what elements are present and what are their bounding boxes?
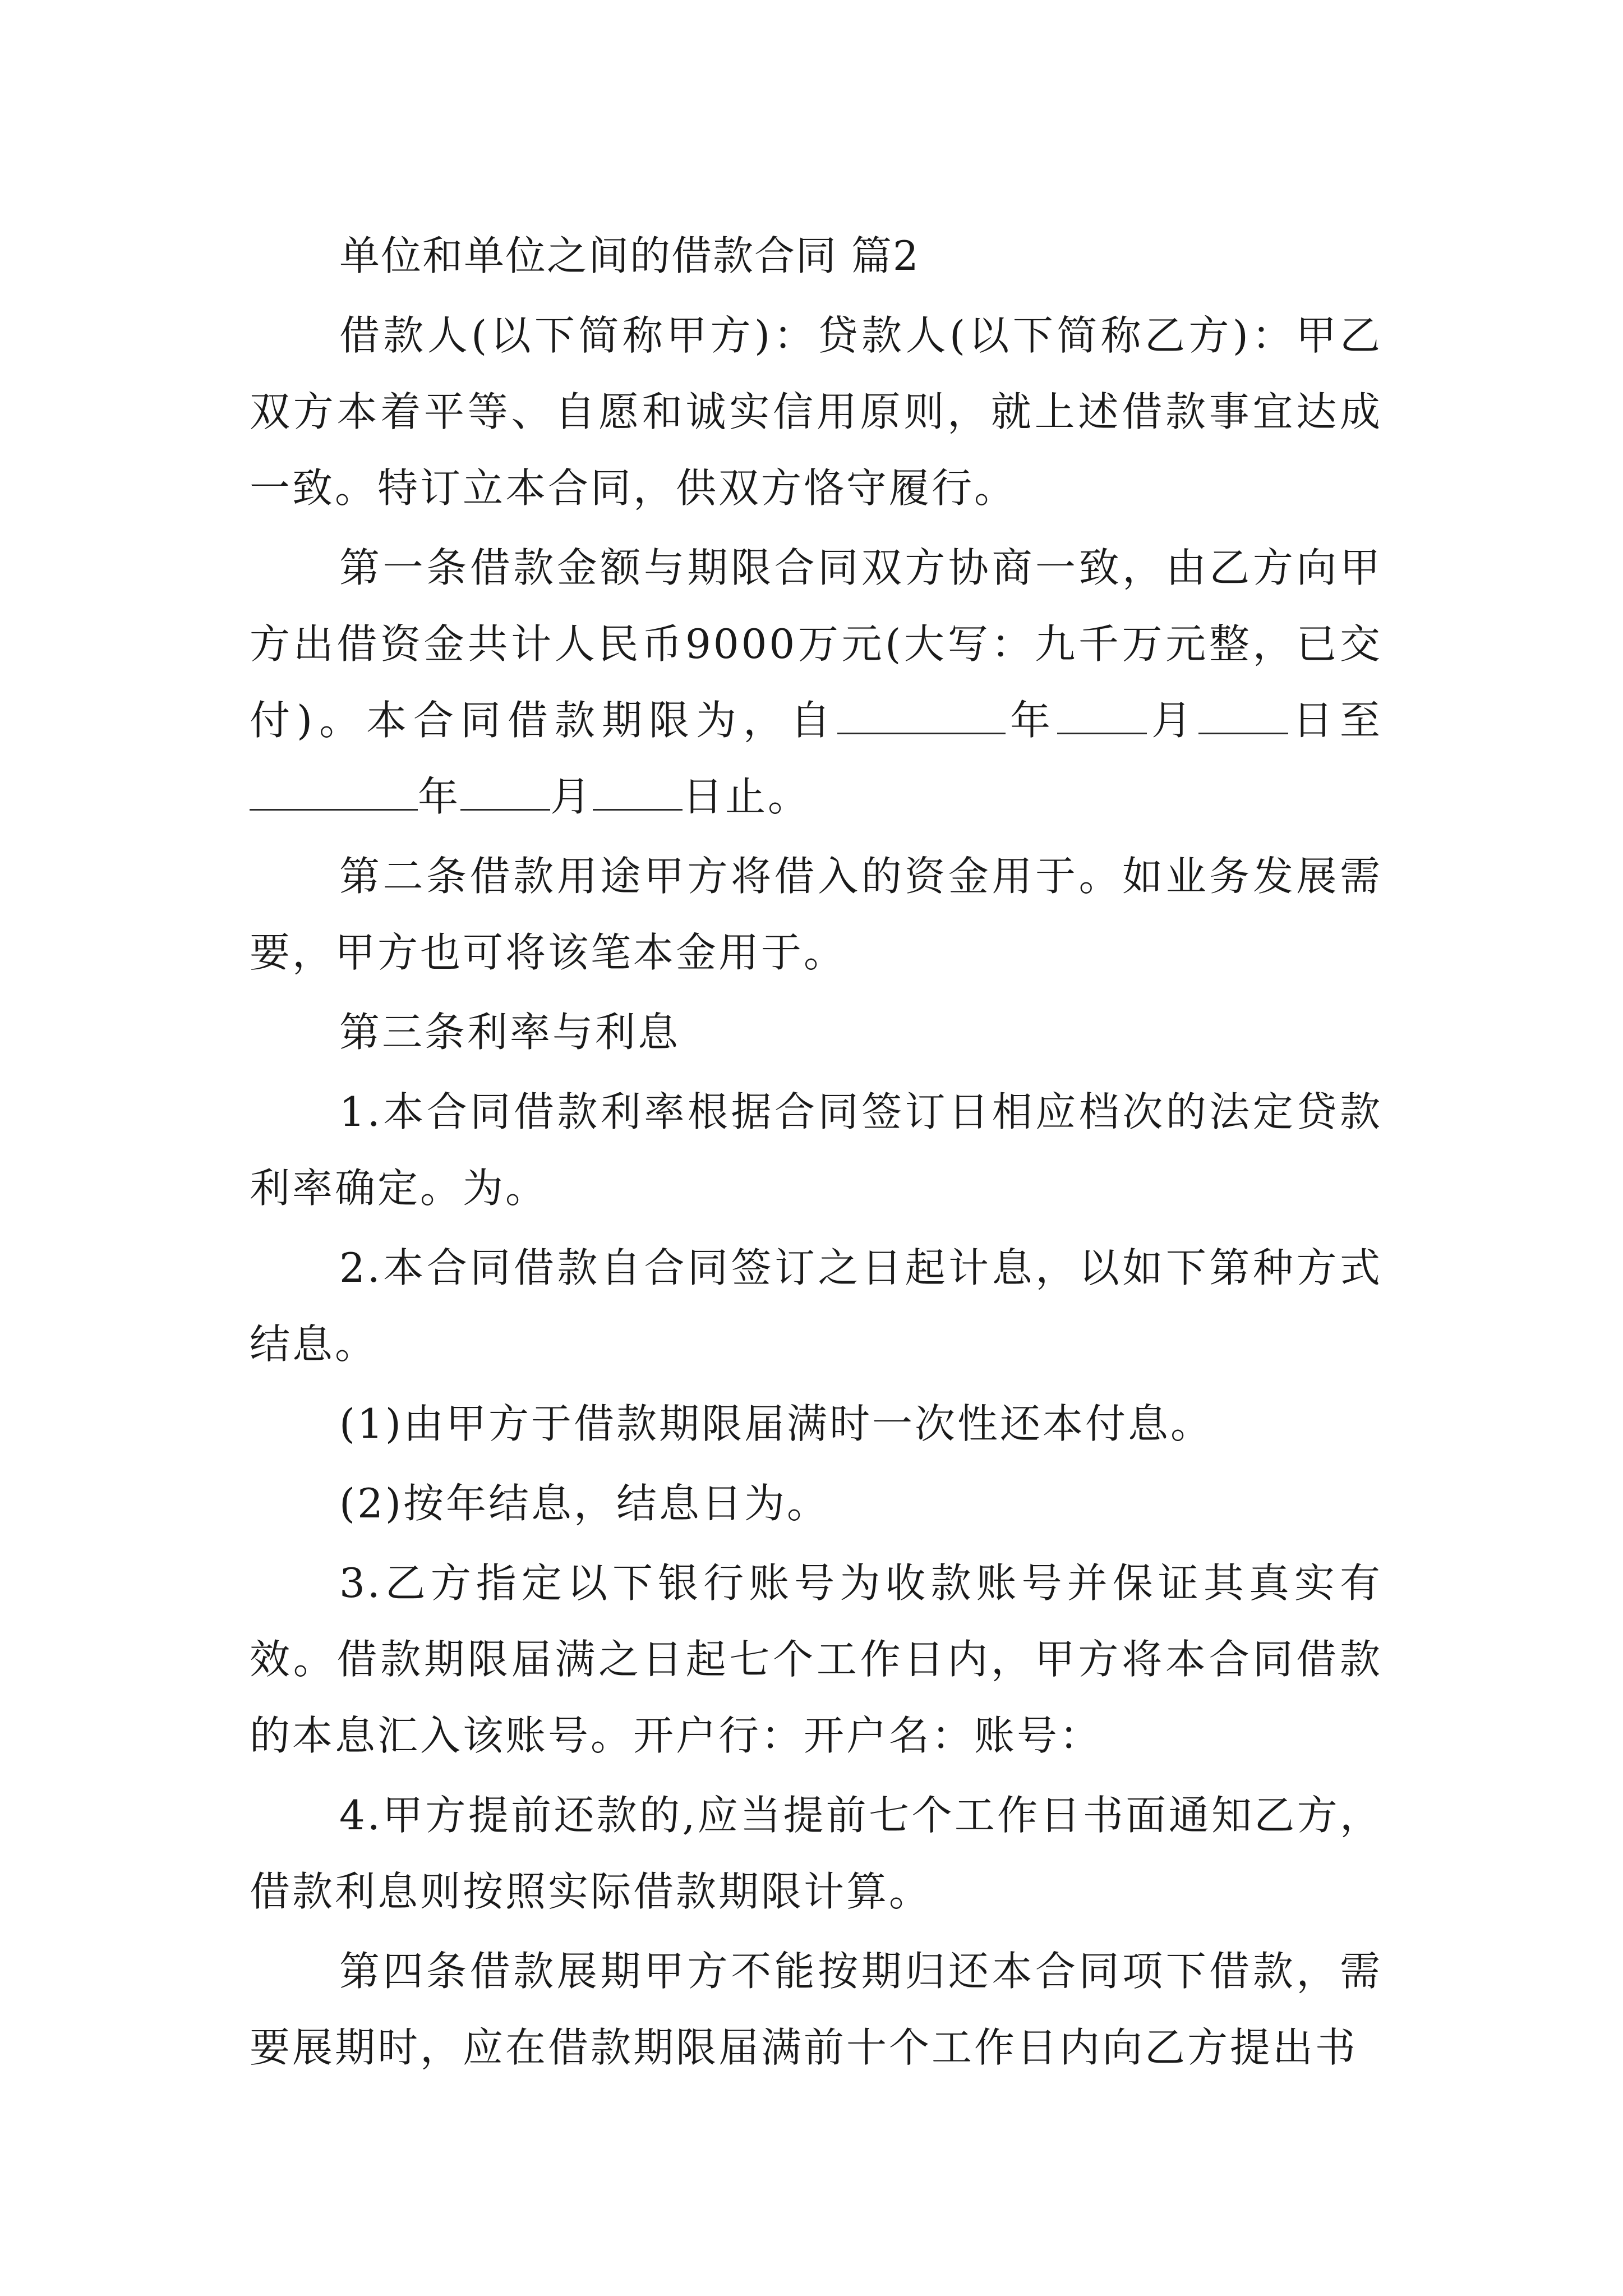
paragraph-clause-3-1: 1.本合同借款利率根据合同签订日相应档次的法定贷款利率确定。为。	[250, 1088, 1382, 1212]
paragraph-article-2: 第二条借款用途甲方将借入的资金用于。如业务发展需要，甲方也可将该笔本金用于。	[250, 853, 1382, 976]
paragraph-clause-3-2: 2.本合同借款自合同签订之日起计息，以如下第种方式结息。	[250, 1244, 1382, 1368]
blank-start-day	[1198, 699, 1288, 734]
paragraph-parties: 借款人(以下简称甲方)：贷款人(以下简称乙方)：甲乙双方本着平等、自愿和诚实信用原则，就上述借款事宜达成一致。特订立本合同，供双方恪守履行。	[250, 312, 1382, 512]
paragraph-clause-3-3: 3.乙方指定以下银行账号为收款账号并保证其真实有效。借款期限届满之日起七个工作日内，甲方将本合同借款的本息汇入该账号。开户行：开户名：账号：	[250, 1559, 1382, 1759]
label-year: 年	[1006, 697, 1057, 744]
label-month: 月	[1147, 697, 1198, 744]
label-year-2: 年	[418, 773, 461, 820]
label-day-to: 日至	[1288, 697, 1382, 744]
document-body	[250, 218, 1382, 2089]
label-month-2: 月	[550, 773, 593, 820]
paragraph-article-1	[250, 530, 1382, 835]
paragraph-article-3-heading: 第三条利率与利息	[339, 1009, 681, 1056]
paragraph-clause-3-4: 4.甲方提前还款的,应当提前七个工作日书面通知乙方，借款利息则按照实际借款期限计算。	[250, 1792, 1382, 1915]
blank-start-month	[1057, 699, 1147, 734]
label-end: 日止。	[683, 773, 811, 820]
paragraph-clause-3-2-option-1: (1)由甲方于借款期限届满时一次性还本付息。	[339, 1400, 1213, 1447]
article-1-text: 第一条借款金额与期限合同双方协商一致，由乙方向甲方出借资金共计人民币9000万元(大写：九千万元整，已交付)。本合同借款期限为，自	[250, 544, 1382, 744]
blank-end-month	[460, 775, 550, 811]
document-title: 单位和单位之间的借款合同 篇2	[339, 232, 920, 279]
blank-end-year	[250, 775, 418, 811]
blank-start-year	[837, 699, 1006, 734]
paragraph-article-4: 第四条借款展期甲方不能按期归还本合同项下借款，需要展期时，应在借款期限届满前十个工作日内向乙方提出书	[250, 1948, 1382, 2071]
paragraph-clause-3-2-option-2: (2)按年结息，结息日为。	[339, 1480, 829, 1527]
blank-end-day	[593, 775, 683, 811]
